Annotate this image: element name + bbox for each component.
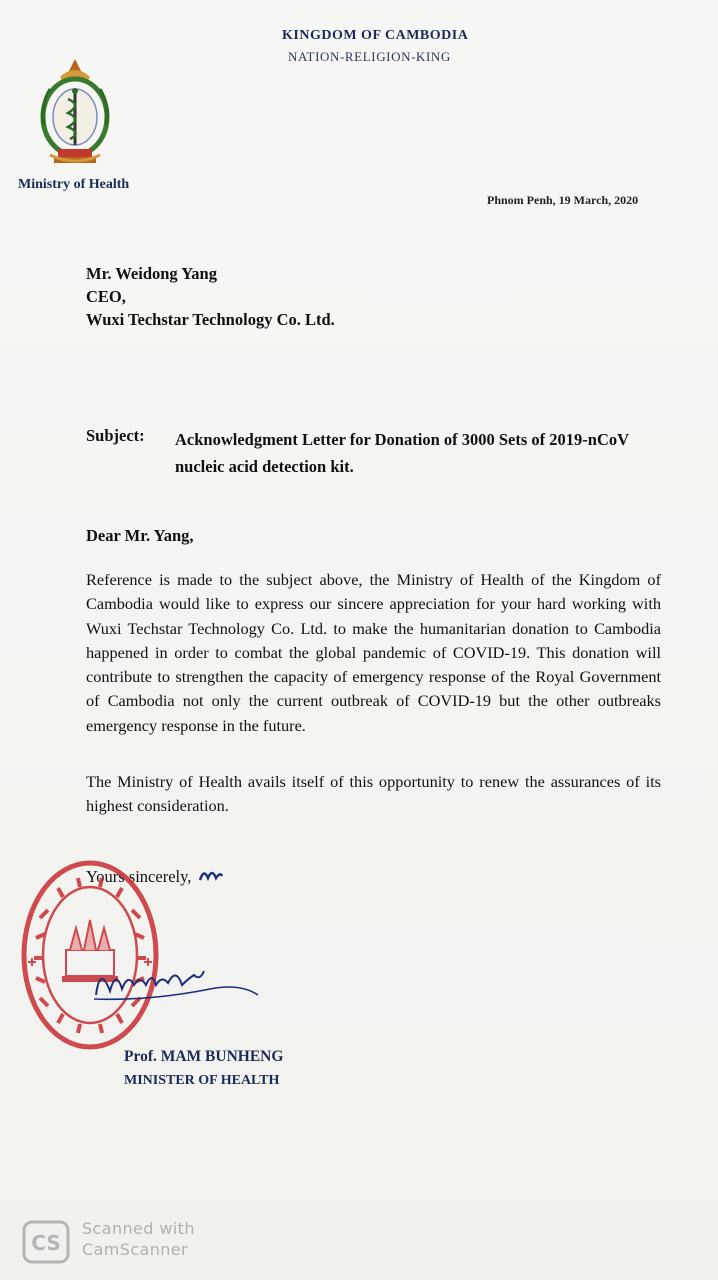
letter-date: Phnom Penh, 19 March, 2020 — [487, 193, 639, 207]
recipient-name: Mr. Weidong Yang — [86, 264, 217, 283]
recipient-title: CEO, — [86, 287, 126, 306]
camscanner-logo-text: CS — [31, 1231, 61, 1255]
recipient-block — [86, 262, 335, 331]
subject-label: Subject: — [86, 426, 145, 445]
signer-name: Prof. MAM BUNHENG — [124, 1048, 284, 1065]
camscanner-logo-icon — [22, 1220, 70, 1264]
kingdom-heading: KINGDOM OF CAMBODIA — [282, 28, 469, 43]
signer-block — [124, 1045, 283, 1093]
salutation: Dear Mr. Yang, — [86, 526, 194, 545]
watermark-line-1: Scanned with — [82, 1219, 195, 1238]
ink-initials-mark — [198, 866, 224, 886]
camscanner-watermark — [82, 1218, 195, 1260]
handwritten-signature — [90, 955, 260, 1015]
body-paragraph-1: Reference is made to the subject above, the Ministry of Health of the Kingdom of Cambodia would like to express our sincere appreciation for your hard working with Wuxi Techstar Technology Co. Ltd. to make the humanitarian donation to Cambodia happened in order to combat the global pandemic of COVID-19. This donation will contribute to strengthen the capacity of emergency response of the Royal Government of Cambodia not only the current outbreak of COVID-19 but the other outbreaks emergency response in the future. — [86, 570, 661, 735]
ministry-emblem-icon — [30, 55, 120, 170]
motto-heading: NATION-RELIGION-KING — [288, 49, 451, 64]
watermark-line-2: CamScanner — [82, 1240, 189, 1259]
recipient-company: Wuxi Techstar Technology Co. Ltd. — [86, 310, 335, 329]
body-paragraph-2: The Ministry of Health avails itself of this opportunity to renew the assurances of its highest consideration. — [86, 772, 661, 816]
closing-text: Yours sincerely, — [86, 867, 192, 886]
signer-title: MINISTER OF HEALTH — [124, 1073, 280, 1088]
subject-line-2: nucleic acid detection kit. — [175, 457, 354, 476]
subject-text — [175, 426, 675, 480]
subject-line-1: Acknowledgment Letter for Donation of 3000 Sets of 2019-nCoV — [175, 430, 630, 449]
ministry-name: Ministry of Health — [18, 177, 130, 192]
